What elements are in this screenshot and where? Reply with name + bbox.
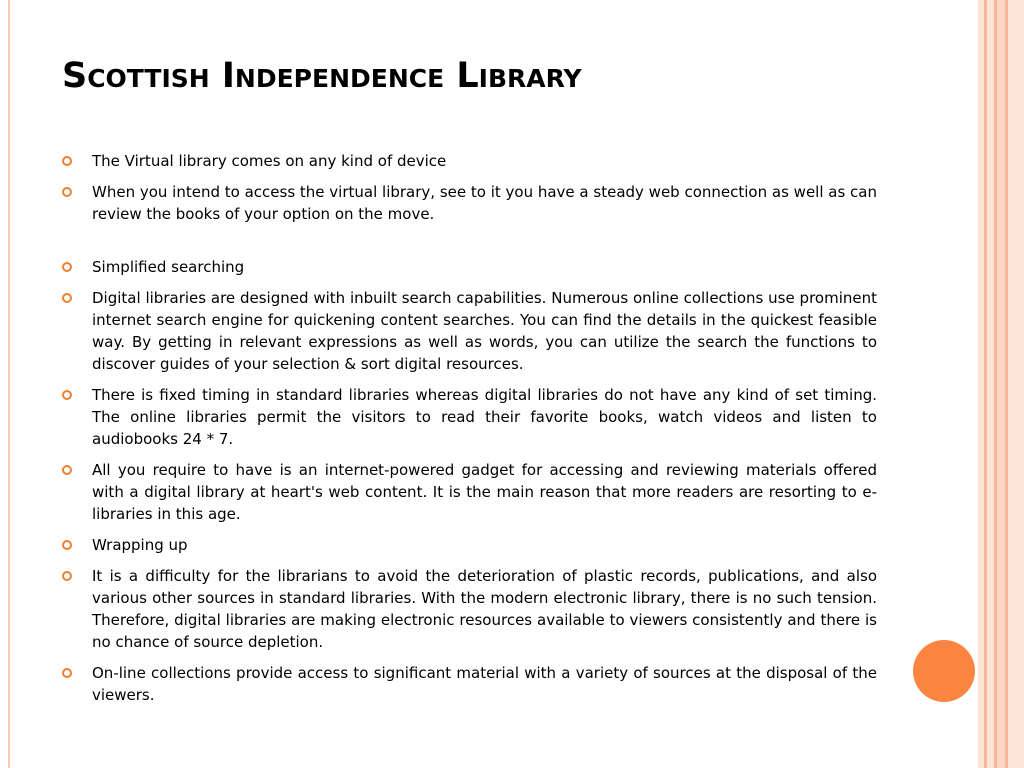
circle-bullet-icon: [62, 156, 72, 166]
bullet-text: The Virtual library comes on any kind of device: [92, 152, 447, 170]
decorative-stripe: [987, 0, 994, 768]
bullet-item: [62, 256, 877, 278]
left-border-line: [8, 0, 10, 768]
bullet-text: Wrapping up: [92, 536, 188, 554]
bullet-text: When you intend to access the virtual library, see to it you have a steady web connection as well as can review the books of your option on the move.: [92, 183, 877, 223]
bullet-item: [62, 287, 877, 375]
circle-bullet-icon: [62, 187, 72, 197]
circle-bullet-icon: [62, 465, 72, 475]
bullet-text: It is a difficulty for the librarians to avoid the deterioration of plastic records, publications, and also various other sources in standard libraries. With the modern electronic library, there is no such tension. Therefore, digital libraries are making electronic resources available to viewers consistently and there is no chance of source depletion.: [92, 567, 877, 651]
bullet-item: [62, 181, 877, 225]
bullet-item: [62, 534, 877, 556]
circle-bullet-icon: [62, 571, 72, 581]
bullet-item: [62, 459, 877, 525]
circle-bullet-icon: [62, 293, 72, 303]
decorative-stripe: [1008, 0, 1024, 768]
bullet-item: [62, 384, 877, 450]
bullet-item: [62, 662, 877, 706]
bullet-text: Simplified searching: [92, 258, 245, 276]
decorative-orange-circle: [913, 640, 975, 702]
circle-bullet-icon: [62, 668, 72, 678]
decorative-stripe: [997, 0, 1005, 768]
circle-bullet-icon: [62, 390, 72, 400]
bullet-item: [62, 565, 877, 653]
bullet-text: All you require to have is an internet-powered gadget for accessing and reviewing materials offered with a digital library at heart's web content. It is the main reason that more readers are resorting to e-libraries in this age.: [92, 461, 877, 523]
circle-bullet-icon: [62, 262, 72, 272]
bullet-list: [62, 150, 877, 715]
slide-title: Scottish Independence Library: [62, 56, 582, 96]
bullet-item: [62, 150, 877, 172]
bullet-text: There is fixed timing in standard libraries whereas digital libraries do not have any kind of set timing. The online libraries permit the visitors to read their favorite books, watch videos and listen to audiobooks 24 * 7.: [92, 386, 877, 448]
bullet-text: On-line collections provide access to significant material with a variety of sources at the disposal of the viewers.: [92, 664, 877, 704]
circle-bullet-icon: [62, 540, 72, 550]
bullet-text: Digital libraries are designed with inbuilt search capabilities. Numerous online collections use prominent internet search engine for quickening content searches. You can find the details in the quickest feasible way. By getting in relevant expressions as well as words, you can utilize the search the functions to discover guides of your selection & sort digital resources.: [92, 289, 877, 373]
